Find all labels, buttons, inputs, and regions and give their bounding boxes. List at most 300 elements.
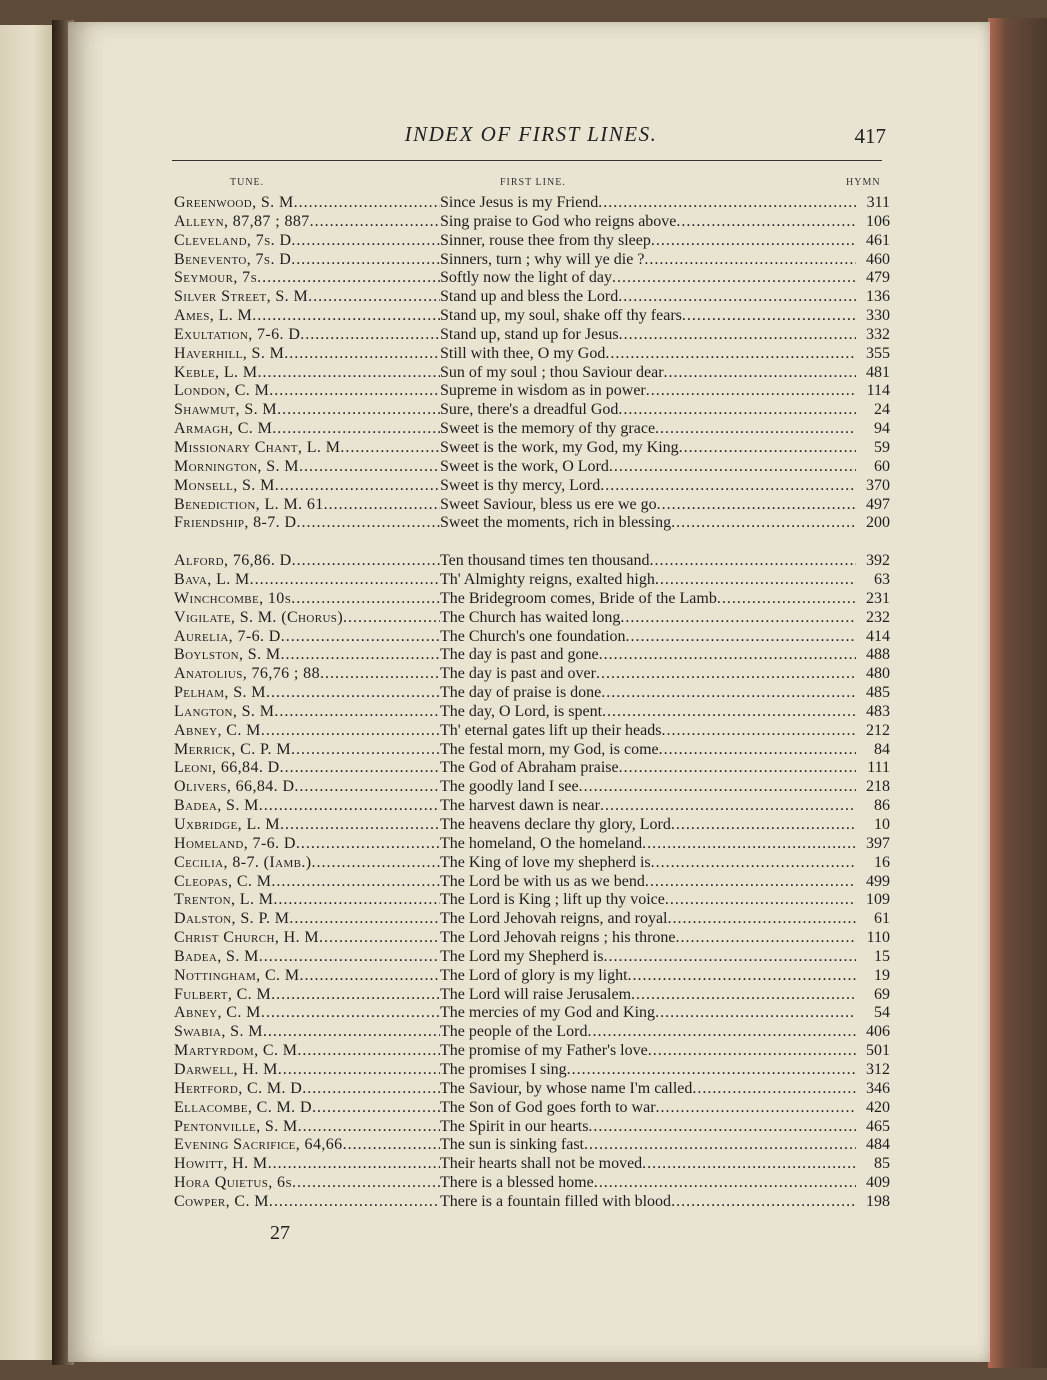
- tune-name: Ames, L. M: [174, 307, 253, 325]
- dot-leader: [259, 797, 440, 816]
- hymn-number: 232: [866, 608, 890, 626]
- hymn-number: 480: [866, 665, 890, 683]
- tune-name: Silver Street, S. M: [174, 288, 309, 306]
- dot-leader: [619, 759, 856, 778]
- first-line: Sinner, rouse thee from thy sleep: [440, 231, 651, 249]
- tune-name: Merrick, C. P. M: [174, 740, 291, 758]
- tune-name: Alford, 76,86. D: [174, 552, 292, 570]
- dot-leader: [679, 439, 856, 458]
- tune-name: Greenwood, S. M: [174, 194, 294, 211]
- dot-leader: [655, 420, 856, 439]
- dot-leader: [671, 816, 856, 835]
- page-title: INDEX OF FIRST LINES.: [404, 122, 658, 146]
- hymn-number: 460: [866, 250, 890, 268]
- header-rule: [172, 160, 882, 161]
- hymn-number: 84: [874, 740, 890, 758]
- dot-leader: [600, 797, 856, 816]
- hymn-number: 479: [866, 269, 890, 287]
- tune-name: Olivers, 66,84. D: [174, 778, 295, 796]
- hymn-number: 392: [866, 552, 890, 570]
- dot-leader: [619, 326, 856, 345]
- dot-leader: [320, 665, 440, 684]
- dot-leader: [671, 514, 856, 533]
- book-cover-edge: [988, 18, 1047, 1368]
- first-line: The harvest dawn is near: [440, 797, 600, 815]
- dot-leader: [664, 364, 856, 383]
- hymn-number: 60: [874, 457, 890, 475]
- dot-leader: [588, 1023, 857, 1042]
- tune-name: Monsell, S. M: [174, 476, 275, 494]
- first-line: There is a fountain filled with blood: [440, 1192, 672, 1210]
- hymn-number: 330: [866, 307, 890, 325]
- hymn-number: 218: [866, 778, 890, 796]
- dot-leader: [676, 929, 857, 948]
- dot-leader: [277, 401, 440, 420]
- dot-leader: [600, 477, 856, 496]
- first-line: The Lord Jehovah reigns ; his throne: [440, 929, 676, 947]
- index-row: [174, 1004, 890, 1023]
- index-row: [174, 910, 890, 929]
- hymn-number: 24: [874, 401, 890, 419]
- dot-leader: [648, 1042, 856, 1061]
- index-row: [174, 609, 890, 628]
- index-row: [174, 967, 890, 986]
- dot-leader: [291, 251, 440, 270]
- tune-name: Abney, C. M: [174, 721, 261, 739]
- index-row: [174, 665, 890, 684]
- hymn-number: 461: [866, 231, 890, 249]
- dot-leader: [579, 778, 856, 797]
- first-line: Since Jesus is my Friend: [440, 194, 599, 211]
- index-row: [174, 269, 890, 288]
- index-row: [174, 778, 890, 797]
- tune-name: Ellacombe, C. M. D: [174, 1098, 312, 1116]
- index-row: [174, 326, 890, 345]
- dot-leader: [646, 382, 856, 401]
- tune-name: Christ Church, H. M: [174, 929, 320, 947]
- dot-leader: [602, 703, 856, 722]
- first-line: There is a blessed home: [440, 1174, 594, 1192]
- index-row: [174, 722, 890, 741]
- first-line: Sure, there's a dreadful God: [440, 401, 619, 419]
- tune-name: Abney, C. M: [174, 1004, 261, 1022]
- dot-leader: [280, 816, 440, 835]
- index-row: [174, 213, 890, 232]
- dot-leader: [682, 307, 856, 326]
- index-row: [174, 986, 890, 1005]
- index-row: [174, 1061, 890, 1080]
- dot-leader: [665, 891, 856, 910]
- first-line: The Lord my Shepherd is: [440, 947, 604, 965]
- hymn-number: 59: [874, 438, 890, 456]
- index-row: [174, 948, 890, 967]
- index-row: [174, 552, 890, 571]
- dot-leader: [261, 1004, 440, 1023]
- index-row: [174, 873, 890, 892]
- dot-leader: [651, 854, 856, 873]
- first-line: The Lord Jehovah reigns, and royal: [440, 910, 668, 928]
- index-row: [174, 251, 890, 270]
- hymn-number: 136: [866, 288, 890, 306]
- dot-leader: [598, 194, 856, 213]
- first-line: Sun of my soul ; thou Saviour dear: [440, 363, 664, 381]
- dot-leader: [645, 873, 856, 892]
- index-row: [174, 891, 890, 910]
- dot-leader: [642, 835, 856, 854]
- tune-name: Bava, L. M: [174, 571, 250, 589]
- hymn-number: 54: [874, 1004, 890, 1022]
- dot-leader: [257, 269, 440, 288]
- dot-leader: [692, 1080, 856, 1099]
- first-line: The promises I sing: [440, 1060, 567, 1078]
- dot-leader: [605, 345, 856, 364]
- index-row: [174, 514, 890, 533]
- first-line: Ten thousand times ten thousand: [440, 552, 650, 570]
- tune-name: Anatolius, 76,76 ; 88: [174, 665, 320, 683]
- dot-leader: [656, 1099, 856, 1118]
- dot-leader: [299, 458, 440, 477]
- index-row: [174, 929, 890, 948]
- first-line: The sun is sinking fast: [440, 1136, 584, 1154]
- first-line: The day of praise is done: [440, 684, 602, 702]
- index-row: [174, 797, 890, 816]
- first-line: The day is past and over: [440, 665, 596, 683]
- tune-name: Mornington, S. M: [174, 457, 299, 475]
- dot-leader: [659, 741, 856, 760]
- hymn-number: 85: [874, 1155, 890, 1173]
- index-row: [174, 1136, 890, 1155]
- dot-leader: [291, 232, 440, 251]
- tune-name: Badea, S. M: [174, 947, 259, 965]
- tune-name: Swabia, S. M: [174, 1023, 263, 1041]
- dot-leader: [567, 1061, 856, 1080]
- tune-name: Cowper, C. M: [174, 1192, 269, 1210]
- tune-name: Trenton, L. M: [174, 891, 274, 909]
- dot-leader: [294, 194, 440, 213]
- hymn-number: 10: [874, 816, 890, 833]
- dot-leader: [298, 1118, 440, 1137]
- index-row: [174, 420, 890, 439]
- hymn-number: 312: [866, 1060, 890, 1078]
- dot-leader: [299, 967, 440, 986]
- tune-name: Seymour, 7s: [174, 269, 258, 287]
- hymn-number: 63: [874, 571, 890, 589]
- dot-leader: [312, 1099, 440, 1118]
- dot-leader: [667, 910, 856, 929]
- first-line: Sinners, turn ; why will ye die ?: [440, 250, 645, 268]
- index-row: [174, 646, 890, 665]
- index-row: [174, 628, 890, 647]
- tune-name: Haverhill, S. M: [174, 344, 285, 362]
- hymn-number: 94: [874, 420, 890, 438]
- index-row: [174, 571, 890, 590]
- hymn-number: 481: [866, 363, 890, 381]
- dot-leader: [259, 948, 440, 967]
- dot-leader: [676, 213, 856, 232]
- tune-name: Evening Sacrifice, 64,66: [174, 1136, 343, 1154]
- page-number: 417: [854, 124, 886, 148]
- tune-name: Howitt, H. M: [174, 1155, 268, 1173]
- first-line: The promise of my Father's love: [440, 1042, 648, 1060]
- index-row: [174, 1155, 890, 1174]
- index-row: [174, 288, 890, 307]
- column-header-hymn: HYMN: [846, 177, 881, 188]
- hymn-number: 111: [867, 759, 890, 777]
- index-row: [174, 232, 890, 251]
- dot-leader: [281, 646, 440, 665]
- tune-name: Armagh, C. M: [174, 420, 273, 438]
- dot-leader: [261, 722, 440, 741]
- first-line: Sweet is thy mercy, Lord: [440, 476, 601, 494]
- first-line: Th' eternal gates lift up their heads: [440, 721, 662, 739]
- dot-leader: [280, 759, 440, 778]
- tune-name: Friendship, 8-7. D: [174, 514, 297, 532]
- dot-leader: [297, 1042, 440, 1061]
- dot-leader: [289, 910, 440, 929]
- first-line: The day is past and gone: [440, 646, 599, 664]
- tune-name: Winchcombe, 10s: [174, 589, 292, 607]
- index-row: [174, 345, 890, 364]
- dot-leader: [717, 590, 856, 609]
- tune-name: Nottingham, C. M: [174, 966, 300, 984]
- first-line: The heavens declare thy glory, Lord: [440, 816, 671, 833]
- tune-name: Hora Quietus, 6s: [174, 1174, 292, 1192]
- index-row: [174, 703, 890, 722]
- dot-leader: [618, 288, 856, 307]
- running-header: [172, 120, 890, 160]
- dot-leader: [312, 854, 441, 873]
- first-line: Sweet the moments, rich in blessing: [440, 514, 672, 532]
- first-line: The homeland, O the homeland: [440, 834, 643, 852]
- dot-leader: [250, 571, 440, 590]
- dot-leader: [651, 232, 856, 251]
- tune-name: Pelham, S. M: [174, 684, 266, 702]
- first-line: The Lord will raise Jerusalem: [440, 985, 632, 1003]
- dot-leader: [296, 514, 440, 533]
- dot-leader: [620, 609, 856, 628]
- first-line: Stand up, stand up for Jesus: [440, 325, 619, 343]
- dot-leader: [302, 1080, 440, 1099]
- index-row: [174, 364, 890, 383]
- first-line: The Lord is King ; lift up thy voice: [440, 891, 665, 909]
- dot-leader: [588, 1118, 856, 1137]
- dot-leader: [268, 1155, 440, 1174]
- first-line: Sweet is the work, my God, my King: [440, 438, 679, 456]
- first-line: The Spirit in our hearts: [440, 1117, 589, 1135]
- tune-name: Shawmut, S. M: [174, 401, 278, 419]
- dot-leader: [604, 948, 856, 967]
- first-line: The Lord of glory is my light: [440, 966, 628, 984]
- dot-leader: [296, 835, 440, 854]
- hymn-number: 231: [866, 589, 890, 607]
- hymn-number: 19: [874, 966, 890, 984]
- dot-leader: [273, 891, 440, 910]
- dot-leader: [271, 986, 440, 1005]
- dot-leader: [343, 1136, 440, 1155]
- index-row: [174, 194, 890, 213]
- hymn-number: 414: [866, 627, 890, 645]
- hymn-number: 499: [866, 872, 890, 890]
- dot-leader: [324, 496, 440, 515]
- dot-leader: [631, 986, 856, 1005]
- tune-name: Vigilate, S. M. (Chorus): [174, 608, 344, 626]
- dot-leader: [661, 722, 856, 741]
- dot-leader: [657, 496, 856, 515]
- index-row: [174, 496, 890, 515]
- dot-leader: [269, 382, 440, 401]
- dot-leader: [275, 477, 440, 496]
- hymn-number: 198: [866, 1192, 890, 1210]
- dot-leader: [274, 703, 440, 722]
- hymn-number: 483: [866, 702, 890, 720]
- tune-name: Fulbert, C. M: [174, 985, 272, 1003]
- dot-leader: [300, 326, 440, 345]
- dot-leader: [340, 439, 440, 458]
- tune-name: Keble, L. M: [174, 363, 258, 381]
- hymn-number: 114: [866, 382, 890, 400]
- dot-leader: [594, 1174, 856, 1193]
- hymn-number: 420: [866, 1098, 890, 1116]
- first-line: Softly now the light of day: [440, 269, 612, 287]
- tune-name: Leoni, 66,84. D: [174, 759, 280, 777]
- first-line: Supreme in wisdom as in power: [440, 382, 646, 400]
- tune-name: Pentonville, S. M: [174, 1117, 298, 1135]
- hymn-number: 311: [866, 194, 890, 211]
- hymn-number: 69: [874, 985, 890, 1003]
- first-line: The mercies of my God and King: [440, 1004, 656, 1022]
- dot-leader: [269, 1193, 440, 1212]
- tune-name: Uxbridge, L. M: [174, 816, 281, 833]
- hymn-number: 15: [874, 947, 890, 965]
- index-row: [174, 458, 890, 477]
- first-line: The King of love my shepherd is: [440, 853, 651, 871]
- first-line: Sing praise to God who reigns above: [440, 212, 677, 230]
- index-row: [174, 1174, 890, 1193]
- index-row: [174, 477, 890, 496]
- tune-name: Cleopas, C. M: [174, 872, 272, 890]
- hymn-number: 106: [866, 212, 890, 230]
- tune-name: Homeland, 7-6. D: [174, 834, 296, 852]
- first-line: Sweet is the work, O Lord: [440, 457, 609, 475]
- index-row: [174, 307, 890, 326]
- dot-leader: [644, 251, 856, 270]
- hymn-number: 61: [874, 910, 890, 928]
- first-line: Still with thee, O my God: [440, 344, 606, 362]
- dot-leader: [612, 269, 856, 288]
- index-row: [174, 401, 890, 420]
- dot-leader: [655, 1004, 856, 1023]
- dot-leader: [281, 628, 440, 647]
- hymn-number: 370: [866, 476, 890, 494]
- hymn-number: 501: [866, 1042, 890, 1060]
- first-line: The people of the Lord: [440, 1023, 588, 1041]
- first-line: Stand up, my soul, shake off thy fears: [440, 307, 682, 325]
- left-page-edge: [0, 25, 55, 1360]
- index-row: [174, 1042, 890, 1061]
- dot-leader: [650, 552, 856, 571]
- first-line: The Church has waited long: [440, 608, 621, 626]
- hymn-number: 355: [866, 344, 890, 362]
- hymn-number: 16: [874, 853, 890, 871]
- first-line: The Church's one foundation: [440, 627, 626, 645]
- dot-leader: [626, 628, 856, 647]
- hymn-number: 397: [866, 834, 890, 852]
- tune-name: Aurelia, 7-6. D: [174, 627, 281, 645]
- hymn-number: 488: [866, 646, 890, 664]
- tune-name: Cleveland, 7s. D: [174, 231, 292, 249]
- first-line: Their hearts shall not be moved: [440, 1155, 643, 1173]
- first-line: The Lord be with us as we bend: [440, 872, 645, 890]
- first-line: The day, O Lord, is spent: [440, 702, 603, 720]
- tune-name: Darwell, H. M: [174, 1060, 278, 1078]
- dot-leader: [655, 571, 856, 590]
- group-spacer: [174, 533, 890, 552]
- tune-name: Exultation, 7-6. D: [174, 325, 301, 343]
- hymn-number: 484: [866, 1136, 890, 1154]
- dot-leader: [291, 590, 440, 609]
- hymn-number: 110: [866, 929, 890, 947]
- index-row: [174, 1193, 890, 1212]
- dot-leader: [310, 213, 440, 232]
- dot-leader: [252, 307, 440, 326]
- dot-leader: [292, 1174, 440, 1193]
- tune-name: Dalston, S. P. M: [174, 910, 290, 928]
- index-row: [174, 816, 890, 835]
- tune-name: Langton, S. M: [174, 702, 275, 720]
- tune-name: Hertford, C. M. D: [174, 1079, 303, 1097]
- index-row: [174, 854, 890, 873]
- dot-leader: [291, 741, 440, 760]
- index-entries: [174, 194, 890, 1212]
- hymn-number: 212: [866, 721, 890, 739]
- dot-leader: [642, 1155, 856, 1174]
- dot-leader: [319, 929, 440, 948]
- first-line: The festal morn, my God, is come: [440, 740, 659, 758]
- tune-name: Martyrdom, C. M: [174, 1042, 298, 1060]
- dot-leader: [278, 1061, 440, 1080]
- dot-leader: [671, 1193, 856, 1212]
- dot-leader: [294, 778, 440, 797]
- index-row: [174, 1023, 890, 1042]
- dot-leader: [272, 420, 440, 439]
- dot-leader: [308, 288, 440, 307]
- first-line: Stand up and bless the Lord: [440, 288, 619, 306]
- tune-name: Badea, S. M: [174, 797, 259, 815]
- dot-leader: [271, 873, 440, 892]
- first-line: The Saviour, by whose name I'm called: [440, 1079, 693, 1097]
- first-line: Sweet is the memory of thy grace: [440, 420, 656, 438]
- index-row: [174, 1080, 890, 1099]
- index-row: [174, 590, 890, 609]
- index-row: [174, 1118, 890, 1137]
- first-line: Sweet Saviour, bless us ere we go: [440, 495, 657, 513]
- dot-leader: [257, 364, 440, 383]
- index-row: [174, 835, 890, 854]
- hymn-number: 332: [866, 325, 890, 343]
- index-row: [174, 382, 890, 401]
- dot-leader: [284, 345, 440, 364]
- dot-leader: [628, 967, 856, 986]
- tune-name: Boylston, S. M: [174, 646, 281, 664]
- first-line: The Bridegroom comes, Bride of the Lamb: [440, 589, 717, 607]
- hymn-number: 485: [866, 684, 890, 702]
- hymn-number: 86: [874, 797, 890, 815]
- first-line: The God of Abraham praise: [440, 759, 619, 777]
- tune-name: Alleyn, 87,87 ; 887: [174, 212, 310, 230]
- tune-name: Cecilia, 8-7. (Iamb.): [174, 853, 312, 871]
- tune-name: Benevento, 7s. D: [174, 250, 292, 268]
- hymn-number: 409: [866, 1174, 890, 1192]
